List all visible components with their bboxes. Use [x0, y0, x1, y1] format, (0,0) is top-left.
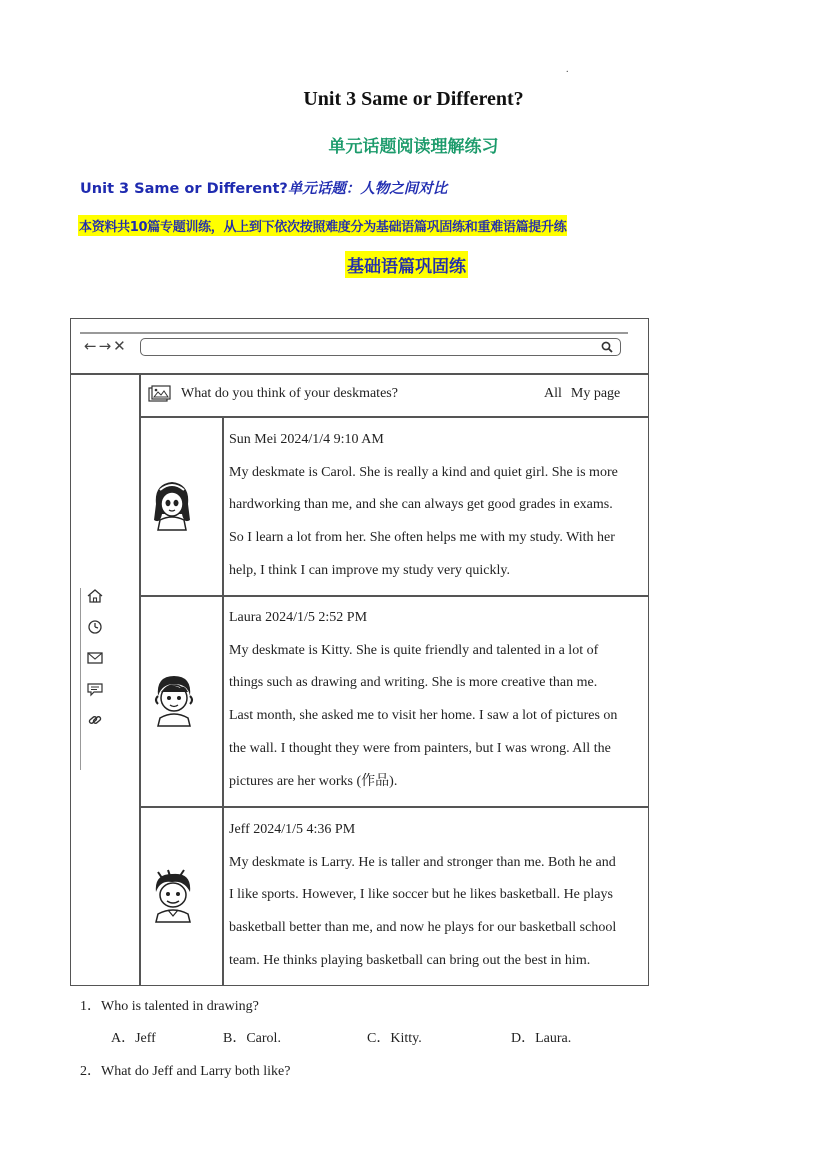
post-line: pictures are her works (作品).	[229, 773, 398, 789]
avatar-laura	[150, 670, 198, 728]
sidebar-icons	[86, 588, 106, 743]
address-bar	[140, 338, 621, 356]
post-line: My deskmate is Larry. He is taller and stronger than me. Both he and	[229, 854, 616, 870]
post-line: team. He thinks playing basketball can bring out the best in him.	[229, 952, 591, 968]
post-laura	[229, 602, 639, 798]
page-subtitle: 单元话题阅读理解练习	[328, 137, 499, 157]
post-line: My deskmate is Carol. She is really a kind and quiet girl. She is more	[229, 464, 618, 480]
post-sun-mei	[229, 424, 639, 588]
post-line: basketball better than me, and now he plays for our basketball school	[229, 920, 617, 936]
browser-bar-divider	[70, 373, 649, 375]
mail-icon	[86, 650, 104, 666]
search-icon	[601, 341, 613, 353]
post-header: Sun Mei 2024/1/4 9:10 AM	[229, 432, 384, 447]
sidebar-rule	[80, 588, 81, 770]
intro-banner: 本资料共10篇专题训练，从上到下依次按照难度分为基础语篇巩固练和重难语篇提升练	[78, 215, 567, 236]
post-line: My deskmate is Kitty. She is quite friendly and talented in a lot of	[229, 642, 599, 658]
browser-nav-buttons: ←→✕	[84, 337, 128, 355]
post-jeff	[229, 814, 639, 978]
board-header-divider	[139, 416, 649, 418]
board-question: What do you think of your deskmates?	[181, 386, 398, 401]
sidebar-divider	[139, 373, 141, 986]
post-header: Laura 2024/1/5 2:52 PM	[229, 610, 368, 625]
post-line: the wall. I thought they were from painters, but I was wrong. All the	[229, 740, 611, 756]
section-heading: 基础语篇巩固练	[345, 251, 468, 278]
topic-label: 单元话题：人物之间对比	[287, 181, 448, 197]
page-title: Unit 3 Same or Different?	[303, 88, 524, 110]
avatar-column-divider	[222, 416, 224, 986]
post-line: So I learn a lot from her. She often helps me with my study. With her	[229, 530, 615, 546]
post-line: things such as drawing and writing. She is more creative than me.	[229, 675, 598, 691]
message-icon	[86, 681, 104, 697]
page-dot: .	[566, 64, 569, 75]
post-header: Jeff 2024/1/5 4:36 PM	[229, 822, 356, 837]
link-icon	[86, 712, 104, 728]
tab-all[interactable]: All	[544, 386, 562, 401]
avatar-sun-mei	[146, 474, 198, 534]
post-line: I like sports. However, I like soccer but he likes basketball. He plays	[229, 887, 613, 903]
clock-icon	[86, 619, 104, 635]
unit-topic	[80, 177, 447, 198]
option-a[interactable]: A．Jeff	[111, 1031, 156, 1046]
tab-my-page[interactable]: My page	[570, 386, 621, 401]
option-b[interactable]: B．Carol.	[223, 1031, 281, 1046]
option-c[interactable]: C．Kitty.	[367, 1031, 422, 1046]
board-header	[146, 381, 646, 407]
post-divider-2	[139, 806, 649, 808]
question-2: 2．What do Jeff and Larry both like?	[80, 1064, 291, 1079]
board-tabs	[544, 386, 629, 402]
post-line: hardworking than me, and she can always get good grades in exams.	[229, 497, 613, 513]
home-icon	[86, 588, 104, 604]
post-line: Last month, she asked me to visit her home. I saw a lot of pictures on	[229, 708, 618, 724]
option-d[interactable]: D．Laura.	[511, 1031, 572, 1046]
browser-top-edge	[80, 332, 628, 334]
question-1: 1．Who is talented in drawing?	[80, 999, 259, 1014]
topic-prefix: Unit 3 Same or Different?	[80, 181, 288, 197]
avatar-jeff	[148, 868, 198, 924]
photo-icon	[148, 385, 172, 403]
post-divider-1	[139, 595, 649, 597]
post-line: help, I think I can improve my study very quickly.	[229, 562, 510, 578]
